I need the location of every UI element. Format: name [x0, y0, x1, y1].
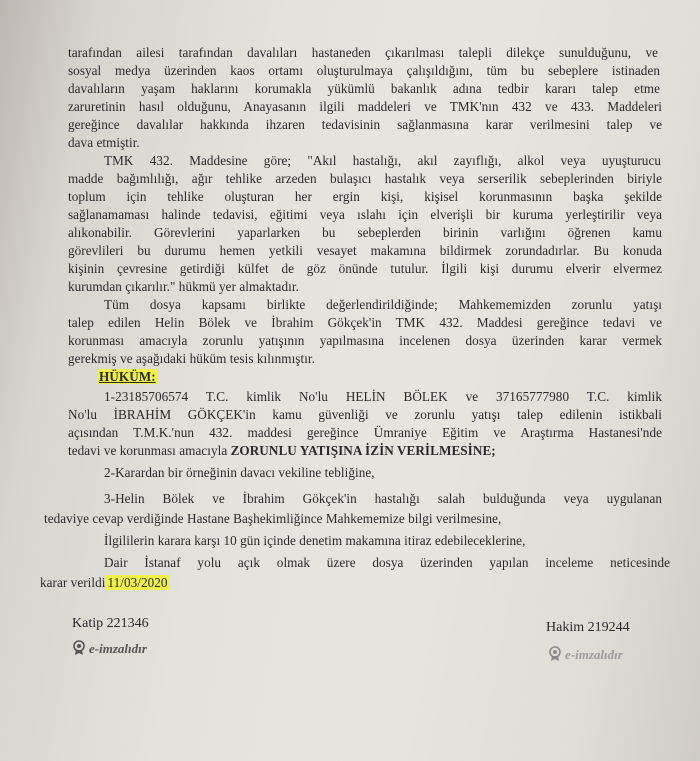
paragraph-2-line-5: alıkonabilir. Görevlerini yaparlarken bu sebeplerden birinin varlığını öğrenen kamu: [68, 225, 662, 240]
judge-e-signature: [548, 646, 623, 666]
item-3-line-2: tedaviye cevap verdiğinde Hastane Başhekimliğince Mahkememize bilgi verilmesine,: [44, 511, 502, 526]
clerk-e-signature: [72, 640, 147, 660]
paragraph-2-line-6: görevlileri bu durumu hemen yetkili vesayet makamına bildirmek zorundadırlar. Bu konuda: [68, 243, 662, 258]
closing-date-line: [40, 574, 170, 591]
clerk-e-signature-text: e-imzalıdır: [89, 641, 147, 656]
item-2: 2-Karardan bir örneğinin davacı vekiline tebliğine,: [104, 465, 375, 480]
item-3-line-1: 3-Helin Bölek ve İbrahim Gökçek'in hastalığı salah bulduğunda veya uygulanan: [104, 491, 662, 506]
item-1-decision: ZORUNLU YATIŞINA İZİN VERİLMESİNE;: [230, 443, 496, 458]
item-1-line-2: No'lu İBRAHİM GÖKÇEK'in kamu güvenliği ve zorunlu yatışı talep edilenin istikbali: [68, 407, 662, 422]
item-1-line-1: 1-23185706574 T.C. kimlik No'lu HELİN BÖLEK ve 37165777980 T.C. kimlik: [104, 389, 662, 404]
paragraph-1-line-2: sosyal medya üzerinden kaos ortamı oluşturulmaya çalışıldığını, tüm bu sebeplere istinaden: [68, 63, 660, 78]
hukum-heading: [97, 368, 158, 385]
paragraph-2-line-2: madde bağımlılığı, ağır tehlike arzeden bulaşıcı hastalık veya serserilik sebeplerinden biriyle: [68, 171, 662, 186]
e-signature-seal-icon: [548, 646, 562, 666]
item-1-last-prefix: tedavi ve korunması amacıyla: [68, 443, 231, 458]
paragraph-2-line-3: toplum için tehlike oluşturan her ergin kişi, kişisel korunmasının başka şekilde: [68, 189, 662, 204]
e-signature-seal-icon: [72, 640, 86, 660]
item-1-line-4: [68, 442, 496, 459]
paragraph-2-line-4: sağlanamaması halinde tedavisi, eğitimi veya ıslahı için elverişli bir kuruma yerleştirilir veya: [68, 207, 662, 222]
judge-e-signature-text: e-imzalıdır: [565, 647, 623, 662]
paragraph-2-line-8: kurumdan çıkarılır." hükmü yer almaktadır.: [68, 279, 299, 294]
decision-date: 11/03/2020: [107, 575, 168, 590]
paragraph-3-line-1: Tüm dosya kapsamı birlikte değerlendirildiğinde; Mahkememizden zorunlu yatışı: [104, 297, 662, 312]
paragraph-1-line-5: gereğince davalılar hakkında ihzaren tedavisinin sağlanmasına karar verilmesini talep ve: [68, 117, 662, 132]
paragraph-3-line-4: gerekmiş ve aşağıdaki hüküm tesis kılınmıştır.: [68, 351, 315, 366]
closing-prefix: karar verildi: [40, 575, 106, 590]
paragraph-2-line-7: kişinin çevresine getirdiği külfet de göz önünde tutulur. İlgili kişi durumu elverir elvermez: [68, 261, 662, 276]
objection-line: İlgililerin karara karşı 10 gün içinde denetim makamına itiraz edebileceklerine,: [104, 533, 526, 548]
paragraph-2-line-1: TMK 432. Maddesine göre; "Akıl hastalığı, akıl zayıflığı, alkol veya uyuşturucu: [104, 153, 661, 168]
paragraph-1-line-4: zaruretinin hasıl olduğunu, Anayasanın ilgili maddeleri ve TMK'nın 432 ve 433. Maddeleri: [68, 99, 662, 114]
paragraph-1-line-6: dava etmiştir.: [68, 135, 140, 150]
hukum-heading-text: HÜKÜM:: [99, 369, 156, 384]
paragraph-3-line-3: korunması amacıyla zorunlu yatışının yapılmasına incelenen dosya üzerinden karar vermek: [68, 333, 662, 348]
paragraph-3-line-2: talep edilen Helin Bölek ve İbrahim Gökçek'in TMK 432. Maddesi gereğince tedavi ve: [68, 315, 662, 330]
item-1-line-3: açısından T.M.K.'nun 432. maddesi gereğince Ümraniye Eğitim ve Araştırma Hastanesi'nde: [68, 425, 662, 440]
paragraph-1-line-3: davalıların yaşam haklarını korumakla yükümlü bakanlık adına tedbir kararı talep etme: [68, 81, 660, 96]
paragraph-1-line-1: tarafından ailesi tarafından davalıları hastaneden çıkarılması talepli dilekçe sunulduğunu, ve: [68, 45, 658, 60]
closing-line: Dair İstanaf yolu açık olmak üzere dosya üzerinden yapılan inceleme neticesinde: [104, 555, 670, 570]
judge-signature-name: Hakim 219244: [546, 620, 630, 635]
clerk-signature-name: Katip 221346: [72, 616, 149, 631]
